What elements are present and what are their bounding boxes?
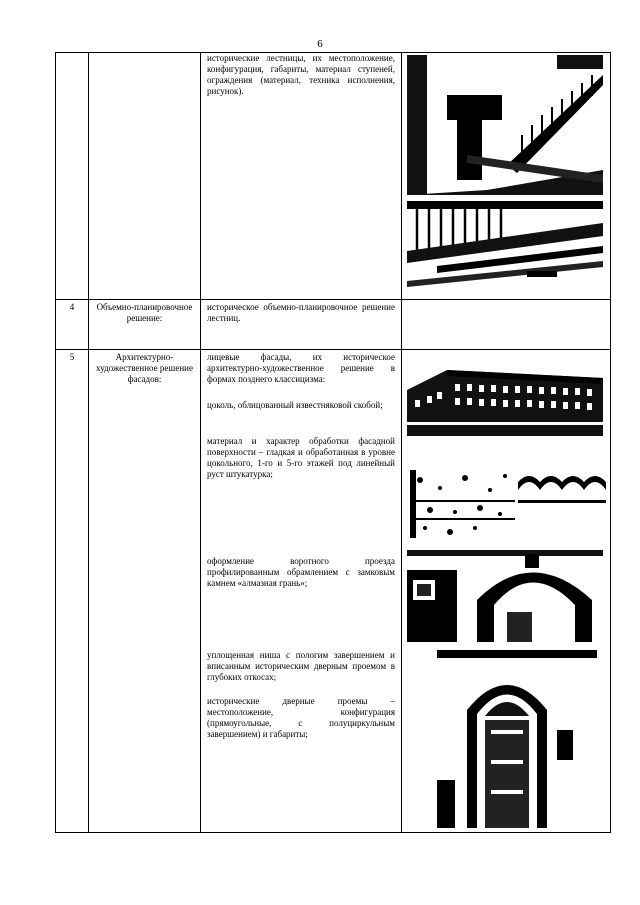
row-element	[89, 53, 201, 300]
row-element: Архитектурно-художественное решение фасадов:	[89, 350, 201, 833]
doorway-niche-photo	[437, 650, 597, 828]
staircase-photo-upper	[407, 55, 603, 195]
table-row	[56, 53, 611, 300]
table-row	[56, 350, 611, 833]
description-text: историческое объемно-планировочное решение лестниц.	[207, 302, 395, 323]
facade-item: лицевые фасады, их историческое архитектурно-художественное решение в формах позднего классицизма:	[207, 352, 395, 384]
row-number: 4	[56, 300, 89, 350]
photo-cell	[402, 350, 611, 833]
facade-item: исторические дверные проемы – местоположение, конфигурация (прямоугольные, с полуциркульным завершением) и габариты;	[207, 696, 395, 739]
table-row	[56, 300, 611, 350]
gate-arch-photo	[407, 550, 603, 642]
row-description	[201, 300, 402, 350]
row-description	[201, 350, 402, 833]
photo-cell	[402, 53, 611, 300]
register-table	[55, 52, 611, 833]
rustication-detail-photo	[518, 470, 606, 520]
row-element: Объемно-планировочное решение:	[89, 300, 201, 350]
facade-item: цоколь, облицованный известняковой скобой;	[207, 400, 383, 410]
row-description	[201, 53, 402, 300]
row-number	[56, 53, 89, 300]
building-facade-photo	[407, 360, 603, 438]
facade-item: материал и характер обработки фасадной поверхности – гладкая и обработанная в уровне цокольного, 1-го и 5-го этажей под линейный руст штукатурка;	[207, 436, 395, 479]
facade-item: уплощенная ниша с пологим завершением и вписанным историческим дверным проемом в глубоких откосах;	[207, 650, 395, 682]
facade-item: оформление воротного проезда профилированным обрамлением с замковым камнем «алмазная грань»;	[207, 556, 395, 588]
staircase-photo-lower	[407, 201, 603, 295]
description-text: исторические лестницы, их местоположение, конфигурация, габариты, материал ступеней, ограждения (материал, техника исполнения, рисунок).	[207, 53, 395, 96]
empty-photo-cell	[402, 300, 611, 350]
wall-surface-photo	[410, 470, 515, 538]
row-number: 5	[56, 350, 89, 833]
page-number: 6	[317, 38, 323, 50]
